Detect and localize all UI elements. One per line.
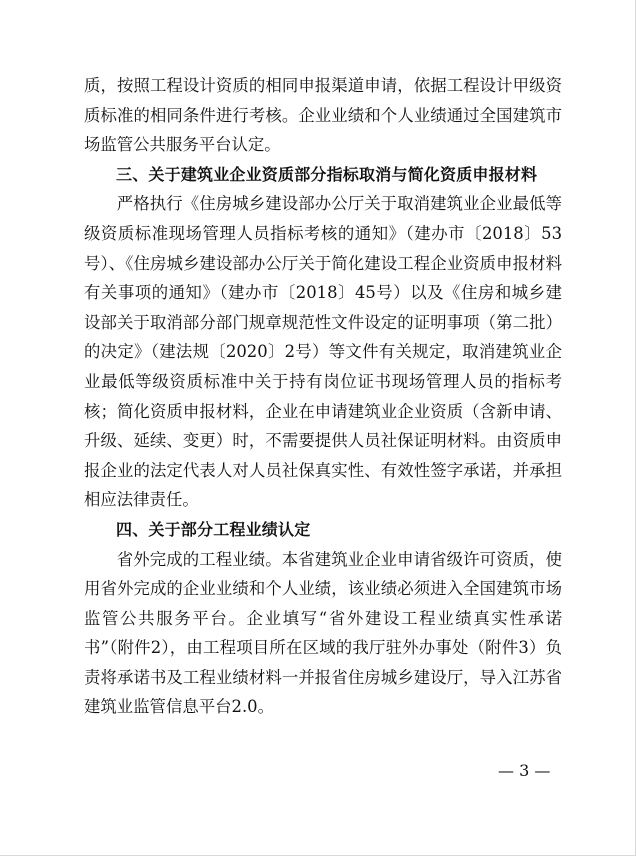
document-body [84, 71, 562, 722]
paragraph-continuation: 质，按照工程设计资质的相同申报渠道申请，依据工程设计甲级资质标准的相同条件进行考核。企业业绩和个人业绩通过全国建筑市场监管公共服务平台认定。 [84, 76, 562, 155]
paragraph-outside-province-performance: 省外完成的工程业绩。本省建筑业企业申请省级许可资质，使用省外完成的企业业绩和个人业绩，该业绩必须进入全国建筑市场监管公共服务平台。企业填写“省外建设工程业绩真实性承诺书”（附件2），由工程项目所在区域的我厅驻外办事处（附件3）负责将承诺书及工程业绩材料一并报省住房城乡建设厅，导入江苏省建筑业监管信息平台2.0。 [84, 549, 562, 717]
page-number: — 3 — [498, 761, 551, 780]
paragraph-qualification-indicators: 严格执行《住房城乡建设部办公厅关于取消建筑业企业最低等级资质标准现场管理人员指标考核的通知》（建办市〔2018〕53号）、《住房城乡建设部办公厅关于简化建设工程企业资质申报材料有关事项的通知》（建办市〔2018〕45号）以及《住房和城乡建设部关于取消部分部门规章规范性文件设定的证明事项（第二批）的决定》（建法规〔2020〕2号）等文件有关规定，取消建筑业企业最低等级资质标准中关于持有岗位证书现场管理人员的指标考核；简化资质申报材料，企业在申请建筑业企业资质（含新申请、升级、延续、变更）时，不需要提供人员社保证明材料。由资质申报企业的法定代表人对人员社保真实性、有效性签字承诺，并承担相应法律责任。 [84, 194, 562, 510]
section-heading-4: 四、关于部分工程业绩认定 [116, 519, 311, 539]
section-heading-3: 三、关于建筑业企业资质部分指标取消与简化资质申报材料 [116, 164, 538, 184]
